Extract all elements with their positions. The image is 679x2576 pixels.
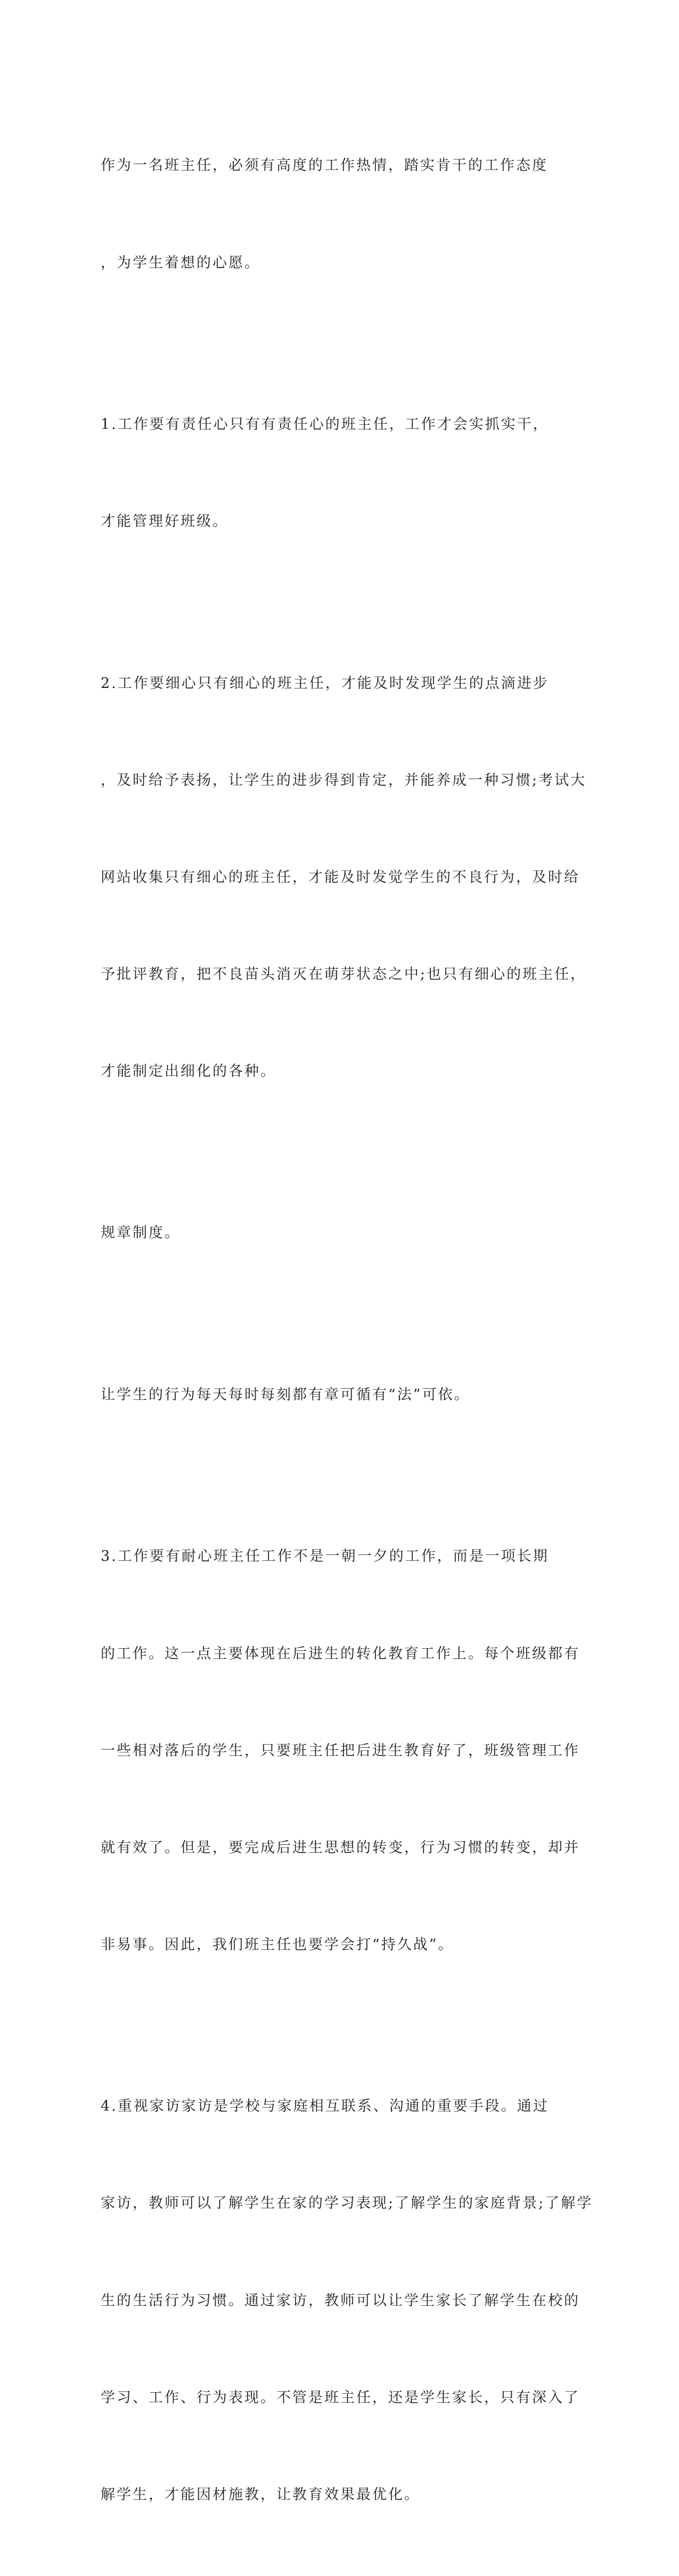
text-line: 4.重视家访家访是学校与家庭相互联系、沟通的重要手段。通过: [101, 2098, 549, 2115]
text-line: 非易事。因此，我们班主任也要学会打“持久战”。: [101, 1936, 454, 1953]
text-line: 才能管理好班级。: [101, 513, 228, 530]
text-line: 1.工作要有责任心只有有责任心的班主任，工作才会实抓实干，: [101, 416, 549, 433]
paragraph-point-2: [101, 603, 587, 1153]
text-line: 解学生，才能因材施教，让教育效果最优化。: [101, 2486, 420, 2503]
text-line: ，及时给予表扬，让学生的进步得到肯定，并能养成一种习惯;考试大: [101, 772, 587, 789]
paragraph-intro: [101, 85, 570, 344]
text-line: 一些相对落后的学生，只要班主任把后进生教育好了，班级管理工作: [101, 1742, 580, 1759]
paragraph-rules-detail: [101, 1315, 570, 1477]
text-line: 作为一名班主任，必须有高度的工作热情，踏实肯干的工作态度: [101, 157, 548, 174]
paragraph-rules: [101, 1153, 570, 1315]
paragraph-point-3: [101, 1476, 580, 2026]
text-line: 让学生的行为每天每时每刻都有章可循有“法”可依。: [101, 1386, 470, 1403]
text-line: 学习、工作、行为表现。不管是班主任，还是学生家长，只有深入了: [101, 2389, 580, 2406]
text-line: 家访，教师可以了解学生在家的学习表现;了解学生的家庭背景;了解学: [101, 2195, 593, 2212]
document-body: [101, 85, 593, 2576]
text-line: 3.工作要有耐心班主任工作不是一朝一夕的工作，而是一项长期: [101, 1548, 549, 1565]
text-line: 的工作。这一点主要体现在后进生的转化教育工作上。每个班级都有: [101, 1645, 580, 1662]
text-line: 生的生活行为习惯。通过家访，教师可以让学生家长了解学生在校的: [101, 2292, 580, 2309]
text-line: 就有效了。但是，要完成后进生思想的转变，行为习惯的转变，却并: [101, 1839, 580, 1856]
paragraph-point-4: [101, 2026, 593, 2576]
text-line: 规章制度。: [101, 1225, 181, 1242]
paragraph-point-1: [101, 344, 570, 603]
text-line: ，为学生着想的心愿。: [101, 254, 260, 271]
text-line: 网站收集只有细心的班主任，才能及时发觉学生的不良行为，及时给: [101, 869, 580, 886]
text-line: 才能制定出细化的各种。: [101, 1063, 276, 1080]
text-line: 2.工作要细心只有细心的班主任，才能及时发现学生的点滴进步: [101, 675, 549, 692]
text-line: 予批评教育，把不良苗头消灭在萌芽状态之中;也只有细心的班主任，: [101, 966, 587, 983]
